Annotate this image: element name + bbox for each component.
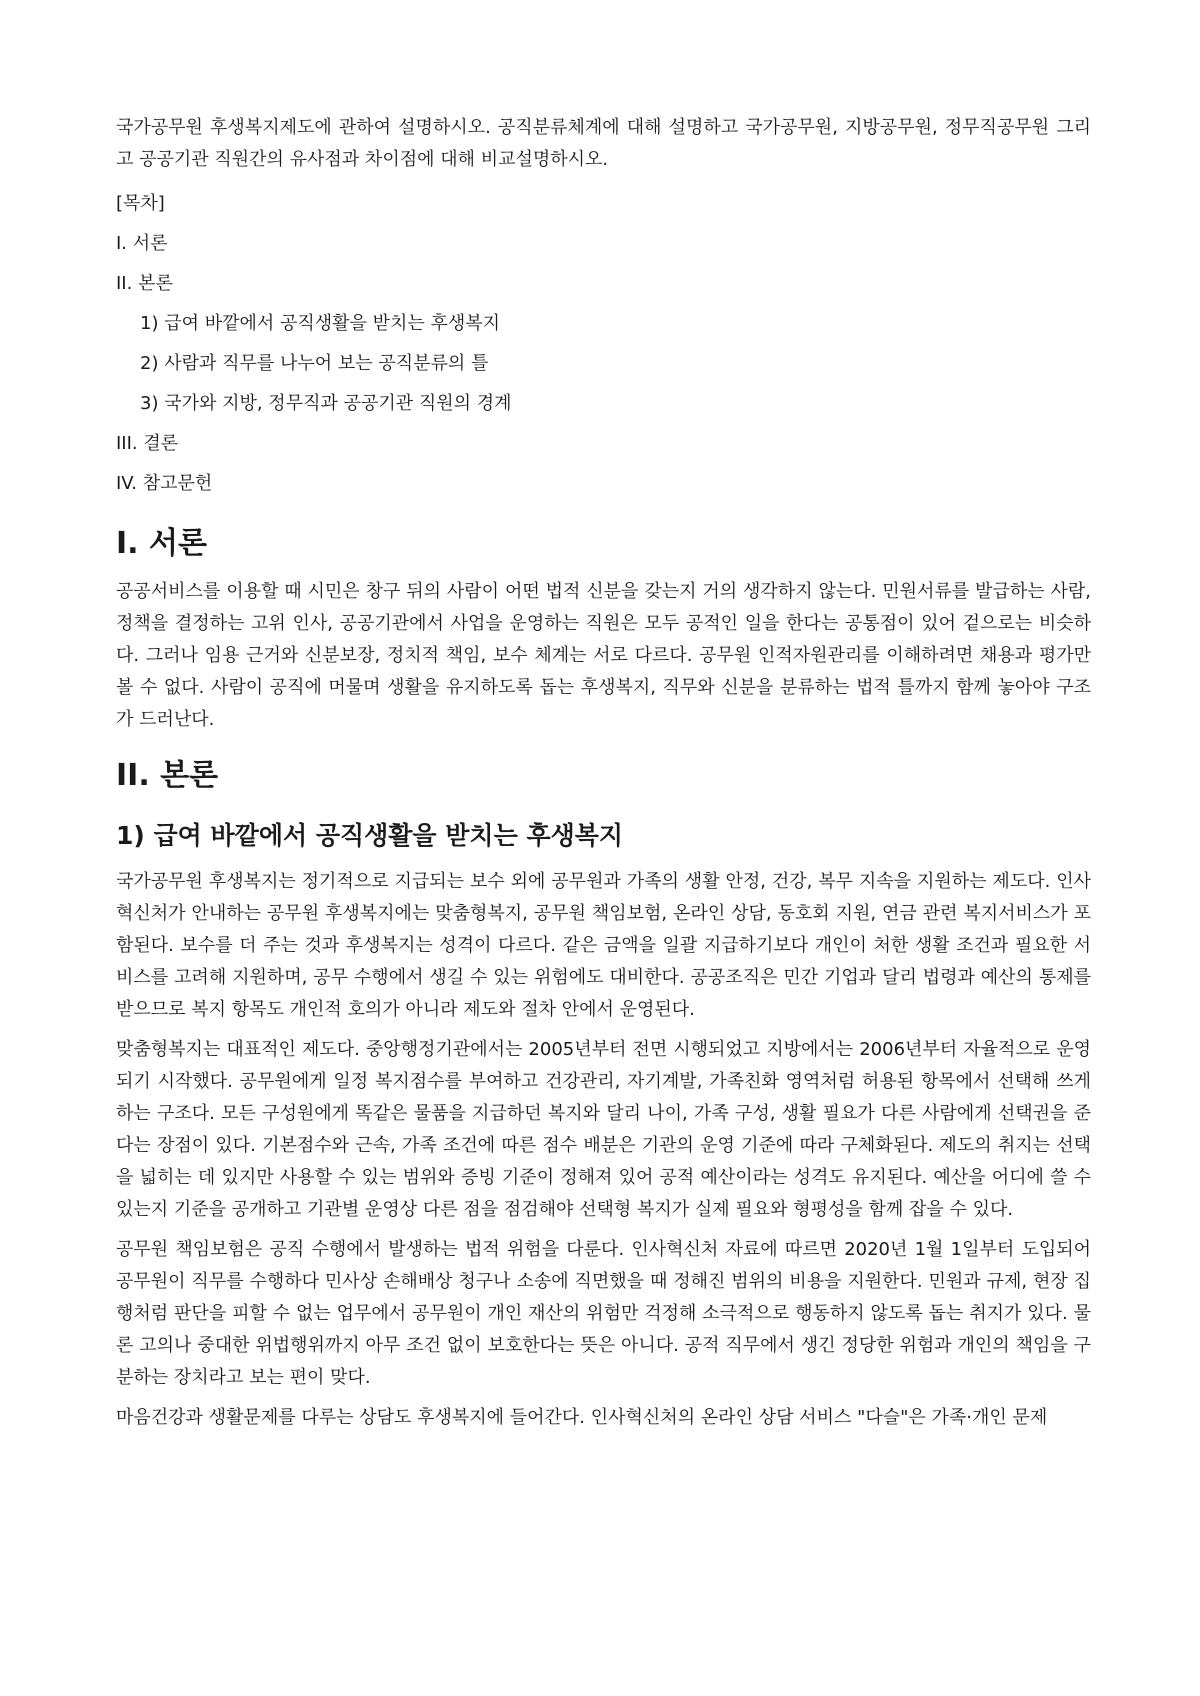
- spacer: [116, 176, 1091, 184]
- spacer: [116, 1026, 1091, 1034]
- toc-item-sub3: 3) 국가와 지방, 정무직과 공공기관 직원의 경계: [140, 393, 512, 414]
- welfare-paragraph-3: 공무원 책임보험은 공직 수행에서 발생하는 법적 위험을 다룬다. 인사혁신처 자료에 따르면 2020년 1월 1일부터 도입되어 공무원이 직무를 수행하다 민사상 손해배상 청구나 소송에 직면했을 때 정해진 범위의 비용을 지원한다. 민원과 규제, 현장 집행처럼 판단을 피할 수 없는 업무에서 공무원이 개인 재산의 위험만 걱정해 소극적으로 행동하지 않도록 돕는 취지가 있다. 물론 고의나 중대한 위법행위까지 아무 조건 없이 보호한다는 뜻은 아니다. 공적 직무에서 생긴 정당한 위험과 개인의 책임을 구분하는 장치라고 보는 편이 맞다.: [116, 1239, 1091, 1388]
- spacer: [116, 1226, 1091, 1234]
- toc-item-sub1: 1) 급여 바깥에서 공직생활을 받치는 후생복지: [140, 313, 501, 334]
- welfare-paragraph-4: 마음건강과 생활문제를 다루는 상담도 후생복지에 들어간다. 인사혁신처의 온라인 상담 서비스 "다슬"은 가족·개인 문제: [116, 1407, 1048, 1428]
- intro-paragraph: 공공서비스를 이용할 때 시민은 창구 뒤의 사람이 어떤 법적 신분을 갖는지 거의 생각하지 않는다. 민원서류를 발급하는 사람, 정책을 결정하는 고위 인사, 공공기관에서 사업을 운영하는 직원은 모두 공적인 일을 한다는 공통점이 있어 겉으로는 비슷하다. 그러나 임용 근거와 신분보장, 정치적 책임, 보수 체계는 서로 다르다. 공무원 인적자원관리를 이해하려면 채용과 평가만 볼 수 없다. 사람이 공직에 머물며 생활을 유지하도록 돕는 후생복지, 직무와 신분을 분류하는 법적 틀까지 함께 놓아야 구조가 드러난다.: [116, 581, 1092, 730]
- subsection-title-welfare: 1) 급여 바깥에서 공직생활을 받치는 후생복지: [116, 821, 624, 850]
- toc-item-intro: I. 서론: [116, 233, 168, 254]
- toc-item-body: II. 본론: [116, 273, 173, 294]
- section-title-body: II. 본론: [116, 758, 219, 793]
- document-page: [116, 112, 1091, 1434]
- assignment-question: 국가공무원 후생복지제도에 관하여 설명하시오. 공직분류체계에 대해 설명하고 국가공무원, 지방공무원, 정무직공무원 그리고 공공기관 직원간의 유사점과 차이점에 대해 비교설명하시오.: [116, 117, 1091, 170]
- welfare-paragraph-2: 맞춤형복지는 대표적인 제도다. 중앙행정기관에서는 2005년부터 전면 시행되었고 지방에서는 2006년부터 자율적으로 운영되기 시작했다. 공무원에게 일정 복지점수를 부여하고 건강관리, 자기계발, 가족친화 영역처럼 허용된 항목에서 선택해 쓰게 하는 구조다. 모든 구성원에게 똑같은 물품을 지급하던 복지와 달리 나이, 가족 구성, 생활 필요가 다른 사람에게 선택권을 준다는 장점이 있다. 기본점수와 근속, 가족 조건에 따른 점수 배분은 기관의 운영 기준에 따라 구체화된다. 제도의 취지는 선택을 넓히는 데 있지만 사용할 수 있는 범위와 증빙 기준이 정해져 있어 공적 예산이라는 성격도 유지된다. 예산을 어디에 쓸 수 있는지 기준을 공개하고 기관별 운영상 다른 점을 점검해야 선택형 복지가 실제 필요와 형평성을 함께 잡을 수 있다.: [116, 1039, 1091, 1220]
- toc-item-sub2: 2) 사람과 직무를 나누어 보는 공직분류의 틀: [140, 353, 489, 374]
- table-of-contents: [116, 184, 1091, 504]
- toc-item-conclusion: III. 결론: [116, 433, 179, 454]
- toc-heading: [목차]: [116, 193, 165, 214]
- section-title-intro: I. 서론: [116, 526, 207, 561]
- welfare-paragraph-1: 국가공무원 후생복지는 정기적으로 지급되는 보수 외에 공무원과 가족의 생활 안정, 건강, 복무 지속을 지원하는 제도다. 인사혁신처가 안내하는 공무원 후생복지에는 맞춤형복지, 공무원 책임보험, 온라인 상담, 동호회 지원, 연금 관련 복지서비스가 포함된다. 보수를 더 주는 것과 후생복지는 성격이 다르다. 같은 금액을 일괄 지급하기보다 개인이 처한 생활 조건과 필요한 서비스를 고려해 지원하며, 공무 수행에서 생길 수 있는 위험에도 대비한다. 공공조직은 민간 기업과 달리 법령과 예산의 통제를 받으므로 복지 항목도 개인적 호의가 아니라 제도와 절차 안에서 운영된다.: [116, 871, 1092, 1020]
- toc-item-references: IV. 참고문헌: [116, 473, 213, 494]
- spacer: [116, 1394, 1091, 1402]
